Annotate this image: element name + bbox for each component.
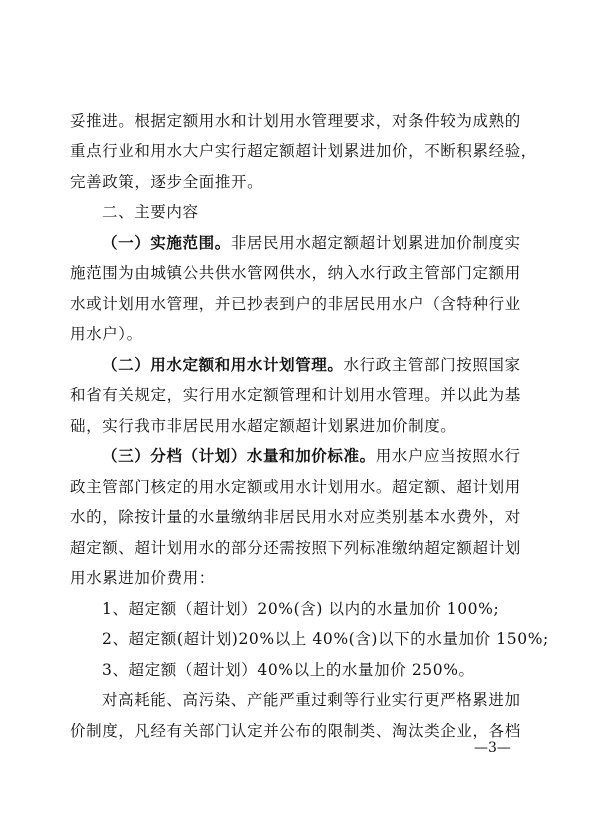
page-number: —3—: [474, 740, 511, 756]
body-line-3: 完善政策，逐步全面推开。: [70, 173, 264, 191]
body-line-15: 超定额、超计划用水的部分还需按照下列标准缴纳超定额超计划: [70, 539, 521, 557]
body-line-20: 对高耗能、高污染、产能严重过剩等行业实行更严格累进加: [102, 691, 521, 709]
rate-item-3: 3、超定额（超计划）40%以上的水量加价 250%。: [102, 661, 475, 679]
body-line-7: 水或计划用水管理，并已抄表到户的非居民用水户（含特种行业: [70, 295, 521, 313]
body-line-16: 用水累进加价费用：: [70, 569, 215, 587]
subsection-3-heading: （三）分档（计划）水量和加价标准。: [102, 446, 376, 465]
subsection-3-text: 用水户应当按照水行: [375, 447, 521, 465]
body-line-1: 妥推进。根据定额用水和计划用水管理要求，对条件较为成熟的: [70, 112, 521, 130]
section-heading: 二、主要内容: [102, 203, 199, 221]
body-line-21: 价制度，凡经有关部门认定并公布的限制类、淘汰类企业，各档: [70, 722, 521, 740]
body-line-10: 和省有关规定，实行用水定额管理和计划用水管理。并以此为基: [70, 386, 521, 404]
body-line-11: 础，实行我市非居民用水超定额超计划累进加价制度。: [70, 417, 457, 435]
subsection-3-line-1: [102, 446, 521, 466]
body-line-14: 水的，除按计量的水量缴纳非居民用水对应类别基本水费外，对: [70, 508, 521, 526]
subsection-1-text: 非居民用水超定额超计划累进加价制度实: [230, 234, 521, 252]
body-line-8: 用水户）。: [70, 325, 143, 343]
body-line-6: 施范围为由城镇公共供水管网供水，纳入水行政主管部门定额用: [70, 264, 521, 282]
body-line-2: 重点行业和用水大户实行超定额超计划累进加价，不断积累经验，: [70, 142, 537, 160]
rate-item-1: 1、超定额（超计划）20%(含) 以内的水量加价 100%;: [102, 600, 500, 618]
subsection-2-heading: （二）用水定额和用水计划管理。: [102, 355, 344, 374]
subsection-1-heading: （一）实施范围。: [102, 233, 231, 252]
subsection-2-text: 水行政主管部门按照国家: [343, 356, 521, 374]
subsection-1-line-1: [102, 233, 521, 253]
rate-item-2: 2、超定额(超计划)20%以上 40%(含)以下的水量加价 150%;: [102, 630, 549, 648]
subsection-2-line-1: [102, 355, 521, 375]
body-line-13: 政主管部门核定的用水定额或用水计划用水。超定额、超计划用: [70, 478, 521, 496]
